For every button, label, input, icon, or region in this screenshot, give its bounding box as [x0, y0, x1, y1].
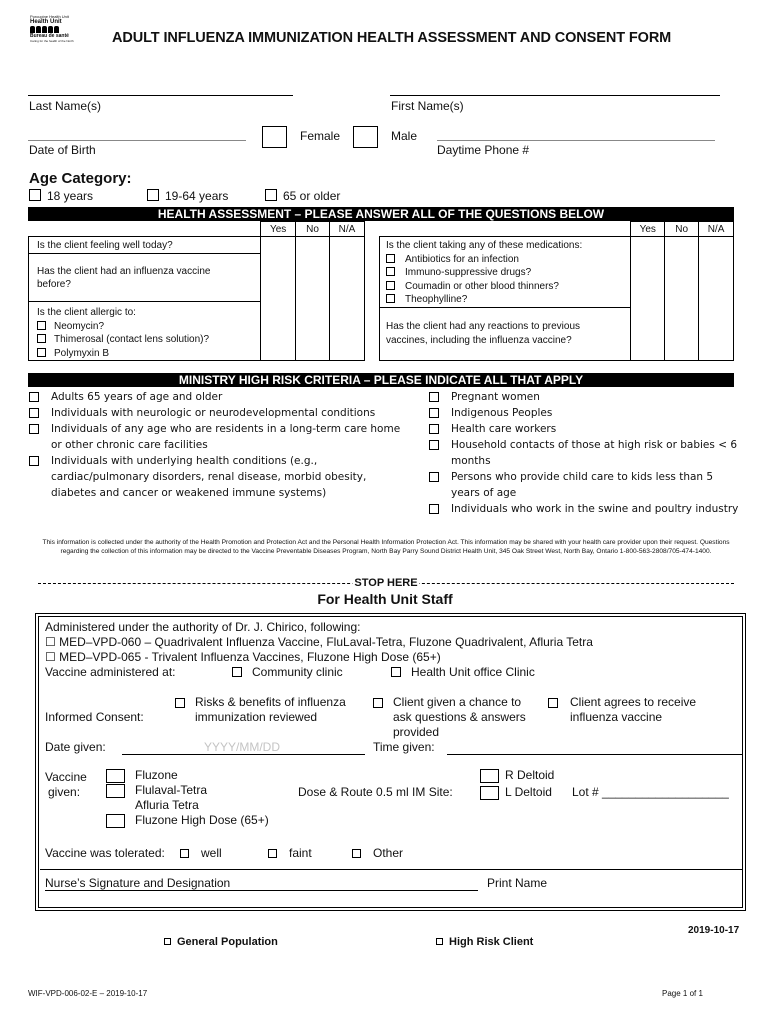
- criteria-item[interactable]: Individuals of any age who are residents in a long-term care home or other chronic care facilities: [29, 421, 414, 453]
- dose-route-label: Dose & Route 0.5 ml IM Site:: [298, 785, 453, 799]
- last-name-line[interactable]: [28, 95, 293, 96]
- nurse-signature-label: Nurse’s Signature and Designation: [45, 876, 231, 890]
- general-population-option[interactable]: General Population: [164, 936, 278, 948]
- checkbox-icon[interactable]: [429, 472, 439, 482]
- checkbox-icon[interactable]: [436, 938, 443, 945]
- checkbox-icon[interactable]: [29, 424, 39, 434]
- criteria-item[interactable]: Indigenous Peoples: [429, 405, 739, 421]
- checkbox-icon[interactable]: [480, 769, 499, 783]
- criteria-item[interactable]: Adults 65 years of age and older: [29, 389, 414, 405]
- tolerated-label: Vaccine was tolerated:: [45, 846, 165, 860]
- date-given-input[interactable]: YYYY/MM/DD: [122, 740, 365, 755]
- l-deltoid-option[interactable]: L Deltoid: [480, 785, 552, 800]
- allergy-item: Polymyxin B: [37, 347, 260, 361]
- footer-date: 2019-10-17: [688, 925, 740, 936]
- time-given-input[interactable]: [447, 754, 742, 755]
- community-clinic-option[interactable]: Community clinic: [232, 665, 343, 679]
- dob-label: Date of Birth: [29, 143, 96, 157]
- criteria-item[interactable]: Individuals with neurologic or neurodevelopmental conditions: [29, 405, 414, 421]
- checkbox-icon[interactable]: [106, 814, 125, 828]
- lot-number-field[interactable]: Lot # ___________________: [572, 785, 729, 799]
- col-na-header: N/A: [330, 222, 365, 237]
- criteria-item[interactable]: Individuals with underlying health conditions (e.g., cardiac/pulmonary disorders, renal disease, morbid obesity, diabetes and cancer or weakened immune systems): [29, 453, 414, 501]
- checkbox-icon[interactable]: [147, 189, 159, 201]
- age-option-65[interactable]: 65 or older: [265, 189, 340, 203]
- stop-here-divider: [38, 576, 734, 590]
- tolerated-other[interactable]: Other: [352, 846, 403, 860]
- med-vpd-060[interactable]: ☐ MED–VPD-060 – Quadrivalent Influenza Vaccine, FluLaval-Tetra, Fluzone Quadrivalent, Afluria Tetra: [45, 635, 593, 649]
- vaccine-admin-at-label: Vaccine administered at:: [45, 665, 176, 679]
- checkbox-icon[interactable]: [29, 392, 39, 402]
- checkbox-icon[interactable]: [429, 408, 439, 418]
- criteria-item[interactable]: Individuals who work in the swine and poultry industry: [429, 501, 739, 517]
- checkbox-icon[interactable]: [106, 769, 125, 783]
- tolerated-faint[interactable]: faint: [268, 846, 312, 860]
- checkbox-icon[interactable]: [180, 849, 189, 858]
- checkbox-icon[interactable]: [232, 667, 242, 677]
- checkbox-icon[interactable]: [37, 334, 46, 343]
- question-medications: Is the client taking any of these medications: Antibiotics for an infection Immuno-suppressive drugs? Coumadin or other blood thinners? Theophylline?: [380, 237, 631, 308]
- answer-cell[interactable]: [631, 237, 665, 361]
- checkbox-icon[interactable]: [352, 849, 361, 858]
- vaccine-options: [106, 768, 269, 828]
- criteria-item[interactable]: Persons who provide child care to kids less than 5 years of age: [429, 469, 739, 501]
- vaccine-given-label: Vaccine given:: [45, 770, 87, 799]
- checkbox-icon[interactable]: [373, 698, 383, 708]
- checkbox-icon[interactable]: [429, 440, 439, 450]
- ministry-left-list: [29, 389, 414, 501]
- checkbox-icon[interactable]: [548, 698, 558, 708]
- health-left-table: [28, 221, 365, 361]
- checkbox-icon[interactable]: [106, 784, 125, 798]
- medication-item: Coumadin or other blood thinners?: [386, 280, 630, 294]
- checkbox-icon[interactable]: [386, 267, 395, 276]
- dob-line[interactable]: [28, 140, 246, 141]
- consent-questions-option[interactable]: Client given a chance to ask questions & answers provided: [373, 695, 543, 740]
- admin-authority: Administered under the authority of Dr. J. Chirico, following:: [45, 620, 361, 634]
- privacy-notice: This information is collected under the authority of the Health Promotion and Protection Act and the Personal Health Information Protection Act. This information may be shared with your health care provider upon their request. Questions regarding the collection of this information may be directed to the Vaccine Preventable Diseases Program, North Bay Parry Sound District Health Unit, 345 Oak Street West, North Bay, Ontario 1-800-563-2808/705-474-1400.: [42, 539, 730, 555]
- logo-line-3: Bureau de santé: [30, 33, 69, 39]
- first-name-line[interactable]: [390, 95, 720, 96]
- criteria-item[interactable]: Health care workers: [429, 421, 739, 437]
- checkbox-icon[interactable]: [429, 504, 439, 514]
- age-option-19-64[interactable]: 19-64 years: [147, 189, 228, 203]
- time-given-label: Time given:: [373, 740, 435, 754]
- form-code: WIF-VPD-006-02-E – 2019-10-17: [28, 989, 148, 998]
- vaccine-option-fluzone-hd[interactable]: Fluzone High Dose (65+): [106, 813, 269, 828]
- answer-cell[interactable]: [296, 237, 330, 361]
- logo-figures: [30, 26, 80, 33]
- col-na-header: N/A: [699, 222, 734, 237]
- age-category-heading: Age Category:: [29, 170, 132, 187]
- informed-consent-label: Informed Consent:: [45, 710, 144, 724]
- staff-heading: For Health Unit Staff: [317, 591, 453, 607]
- answer-cell[interactable]: [665, 237, 699, 361]
- checkbox-icon[interactable]: [29, 408, 39, 418]
- phone-label: Daytime Phone #: [437, 143, 530, 157]
- checkbox-icon[interactable]: [265, 189, 277, 201]
- checkbox-icon[interactable]: [480, 786, 499, 800]
- page-number: Page 1 of 1: [662, 989, 703, 998]
- ministry-criteria-bar: MINISTRY HIGH RISK CRITERIA – PLEASE INDICATE ALL THAT APPLY: [28, 373, 734, 387]
- logo-line-4: Caring for the health of the North: [30, 39, 74, 43]
- logo-line-1: Porcupine Health Unit: [30, 14, 69, 19]
- allergy-item: Neomycin?: [37, 320, 260, 334]
- health-right-table: [379, 221, 734, 361]
- health-assessment-bar: HEALTH ASSESSMENT – PLEASE ANSWER ALL OF THE QUESTIONS BELOW: [28, 207, 734, 221]
- med-vpd-065[interactable]: ☐ MED–VPD-065 - Trivalent Influenza Vaccines, Fluzone High Dose (65+): [45, 650, 441, 664]
- age-option-18[interactable]: 18 years: [29, 189, 93, 203]
- checkbox-icon[interactable]: [37, 321, 46, 330]
- phone-line[interactable]: [437, 140, 715, 141]
- vaccine-option-fluzone[interactable]: Fluzone: [106, 768, 269, 783]
- question-feeling-well: Is the client feeling well today?: [29, 237, 261, 254]
- office-clinic-option[interactable]: Health Unit office Clinic: [391, 665, 535, 679]
- consent-agrees-option[interactable]: Client agrees to receive influenza vaccine: [548, 695, 728, 725]
- male-checkbox[interactable]: [353, 126, 378, 148]
- checkbox-icon[interactable]: [164, 938, 171, 945]
- checkbox-icon[interactable]: [386, 281, 395, 290]
- col-yes-header: Yes: [631, 222, 665, 237]
- medication-item: Antibiotics for an infection: [386, 253, 630, 267]
- checkbox-icon[interactable]: [391, 667, 401, 677]
- last-name-label: Last Name(s): [29, 99, 102, 113]
- answer-cell[interactable]: [261, 237, 296, 361]
- checkbox-icon[interactable]: [29, 189, 41, 201]
- col-no-header: No: [665, 222, 699, 237]
- female-checkbox[interactable]: [262, 126, 287, 148]
- tolerated-well[interactable]: well: [180, 846, 222, 860]
- first-name-label: First Name(s): [391, 99, 464, 113]
- health-unit-logo: [30, 14, 80, 54]
- r-deltoid-option[interactable]: R Deltoid: [480, 768, 554, 783]
- medication-item: Immuno-suppressive drugs?: [386, 266, 630, 280]
- vaccine-option-flulaval[interactable]: Flulaval-Tetra: [106, 783, 269, 798]
- ministry-right-list: [429, 389, 739, 517]
- question-allergic: Is the client allergic to: Neomycin? Thimerosal (contact lens solution)? Polymyxin B: [29, 302, 261, 361]
- form-title: ADULT INFLUENZA IMMUNIZATION HEALTH ASSESSMENT AND CONSENT FORM: [112, 30, 672, 46]
- male-label: Male: [391, 129, 418, 143]
- col-no-header: No: [296, 222, 330, 237]
- checkbox-icon[interactable]: [29, 456, 39, 466]
- tolerated-divider: [40, 869, 743, 870]
- question-previous-vaccine: Has the client had an influenza vaccine before?: [29, 254, 261, 302]
- answer-cell[interactable]: [699, 237, 734, 361]
- criteria-item[interactable]: Household contacts of those at high risk or babies < 6 months: [429, 437, 739, 469]
- question-reactions: Has the client had any reactions to previous vaccines, including the influenza vaccine?: [380, 307, 631, 360]
- high-risk-option[interactable]: High Risk Client: [436, 936, 533, 948]
- nurse-signature-line[interactable]: [45, 890, 478, 891]
- logo-line-2: Health Unit: [30, 19, 62, 25]
- female-label: Female: [300, 129, 341, 143]
- stop-here-label: STOP HERE: [354, 577, 418, 589]
- print-name-label: Print Name: [487, 876, 548, 890]
- checkbox-icon[interactable]: [429, 392, 439, 402]
- consent-risks-option[interactable]: Risks & benefits of influenza immunization reviewed: [175, 695, 365, 725]
- col-yes-header: Yes: [261, 222, 296, 237]
- answer-cell[interactable]: [330, 237, 365, 361]
- checkbox-icon[interactable]: [429, 424, 439, 434]
- date-given-label: Date given:: [45, 740, 106, 754]
- checkbox-icon[interactable]: [175, 698, 185, 708]
- checkbox-icon[interactable]: [386, 254, 395, 263]
- criteria-item[interactable]: Pregnant women: [429, 389, 739, 405]
- checkbox-icon[interactable]: [268, 849, 277, 858]
- checkbox-icon[interactable]: [386, 294, 395, 303]
- allergy-item: Thimerosal (contact lens solution)?: [37, 333, 260, 347]
- vaccine-option-afluria[interactable]: Afluria Tetra: [135, 798, 199, 812]
- medication-item: Theophylline?: [386, 293, 630, 307]
- checkbox-icon[interactable]: [37, 348, 46, 357]
